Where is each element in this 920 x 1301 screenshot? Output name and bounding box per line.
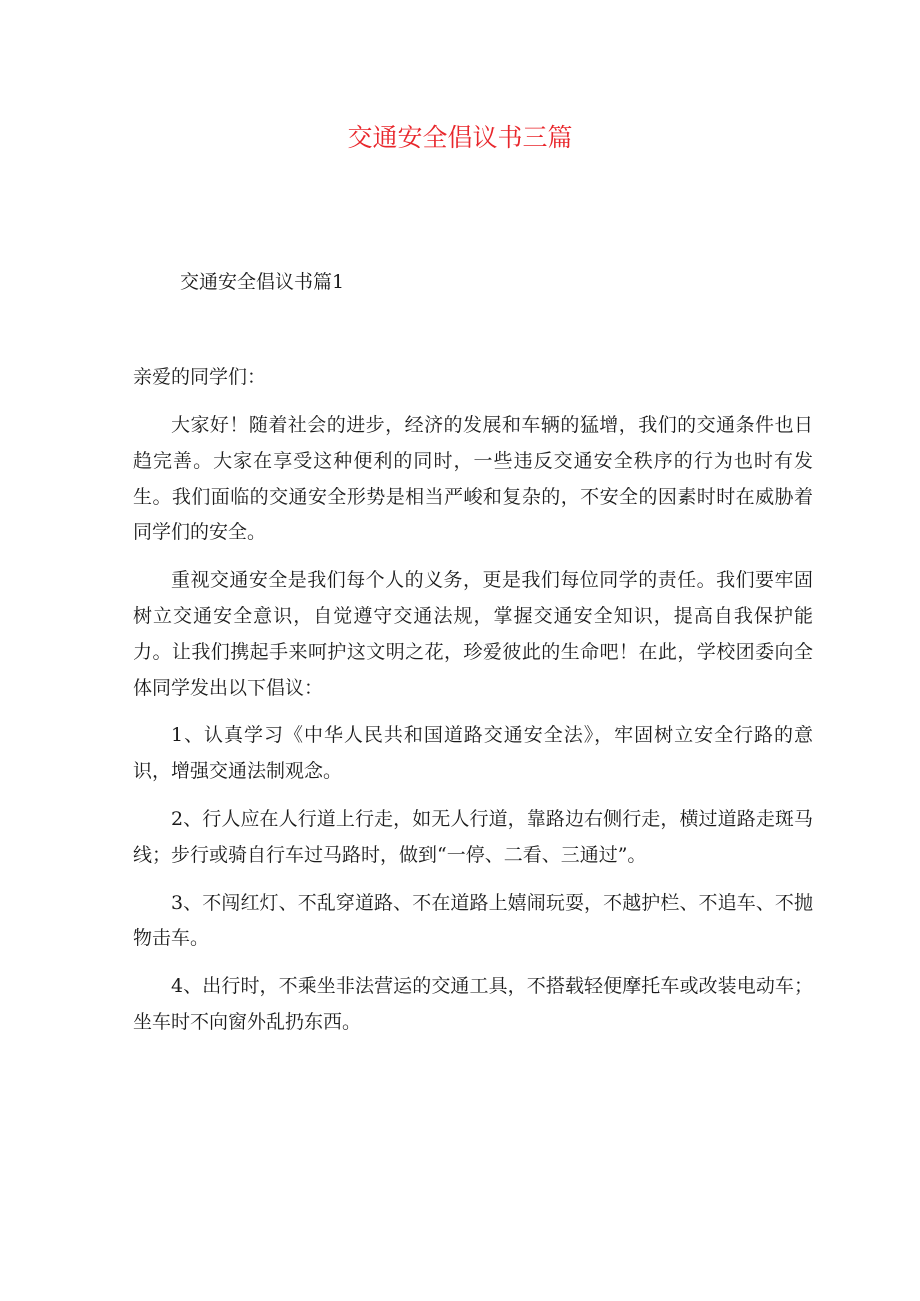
proposal-item-3: 3、不闯红灯、不乱穿道路、不在道路上嬉闹玩耍，不越护栏、不追车、不抛物击车。 (133, 891, 813, 950)
paragraph-responsibility: 重视交通安全是我们每个人的义务，更是我们每位同学的责任。我们要牢固树立交通安全意识，自觉遵守交通法规，掌握交通安全知识，提高自我保护能力。让我们携起手来呵护这文明之花，珍爱彼此的生命吧！在此，学校团委向全体同学发出以下倡议： (133, 569, 813, 699)
proposal-item-1: 1、认真学习《中华人民共和国道路交通安全法》，牢固树立安全行路的意识，增强交通法制观念。 (133, 724, 813, 783)
salutation: 亲爱的同学们： (133, 366, 267, 388)
proposal-item-4: 4、出行时，不乘坐非法营运的交通工具，不搭载轻便摩托车或改装电动车；坐车时不向窗外乱扔东西。 (133, 975, 813, 1033)
document-body (133, 408, 813, 1053)
section-heading: 交通安全倡议书篇1 (180, 271, 345, 293)
proposal-item-2: 2、行人应在人行道上行走，如无人行道，靠路边右侧行走，横过道路走斑马线；步行或骑自行车过马路时，做到“一停、二看、三通过”。 (133, 807, 813, 866)
paragraph-intro: 大家好！随着社会的进步，经济的发展和车辆的猛增，我们的交通条件也日趋完善。大家在享受这种便利的同时，一些违反交通安全秩序的行为也时有发生。我们面临的交通安全形势是相当严峻和复杂的，不安全的因素时时在威胁着同学们的安全。 (133, 414, 813, 544)
document-title: 交通安全倡议书三篇 (347, 123, 573, 152)
